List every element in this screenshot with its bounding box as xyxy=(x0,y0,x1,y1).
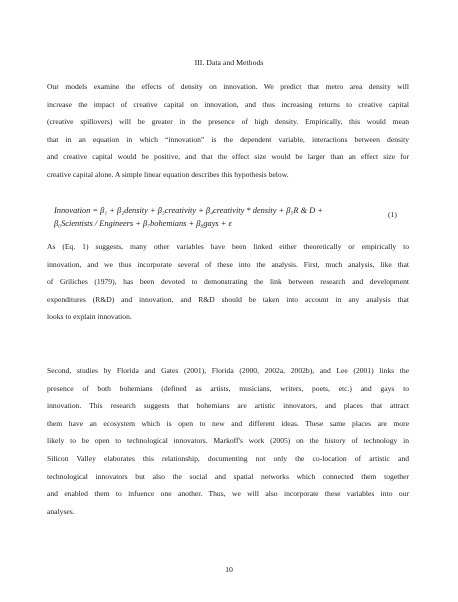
paragraph-line: Silicon Valley elaborates this relationship, documenting not only the co-location of artistic and xyxy=(47,453,409,463)
section-heading: III. Data and Methods xyxy=(194,58,264,67)
equation-line-1: Innovation = β₁ + β₂density + β₃creativity + β₄creativity * density + β₅R & D + xyxy=(54,206,323,215)
paragraph-line: Our models examine the effects of density on innovation. We predict that metro area density will xyxy=(47,82,409,91)
paragraph-line: Second, studies by Florida and Gates (2001), Florida (2000, 2002a, 2002b), and Lee (2001) links the xyxy=(47,366,409,375)
paragraph-line: and creative capital would be positive, and that the effect size would be larger than an effect size for xyxy=(47,152,409,162)
paragraph-other-variables xyxy=(47,238,409,326)
paragraph-line: technological innovators but also the social and spatial networks which connected them together xyxy=(47,471,409,481)
paragraph-data-and-methods-intro xyxy=(47,78,409,184)
paragraph-bohemians-and-gays xyxy=(47,362,409,520)
paragraph-line: creative capital alone. A simple linear equation describes this hypothesis below. xyxy=(47,169,289,179)
paragraph-line: likely to be open to technological innovators. Markoff's work (2005) on the history of technology in xyxy=(47,436,409,446)
equation-number: (1) xyxy=(388,210,397,219)
equation-block xyxy=(54,204,384,230)
paragraph-line: expenditures (R&D) and innovation, and R&D should be taken into account in any analysis that xyxy=(47,294,409,304)
paragraph-line: presence of both bohemians (defined as artists, musicians, writers, poets, etc.) and gays to xyxy=(47,383,409,393)
paragraph-line: increase the impact of creative capital on innovation, and thus increasing returns to creative capital xyxy=(47,99,409,109)
paragraph-line: innovation, and we thus incorporate several of these into the analysis. First, much analysis, like that xyxy=(47,259,409,269)
paragraph-line: them have an ecosystem which is open to new and different ideas. These same places are more xyxy=(47,418,409,428)
paragraph-line: looks to explain innovation. xyxy=(47,312,132,322)
paragraph-line: (creative spillovers) will be greater in the presence of high density. Empirically, this would mean xyxy=(47,117,409,127)
paragraph-line: and enabled them to infuence one another. Thus, we will also incorporate these variables into our xyxy=(47,489,409,499)
paragraph-line: innovation. This research suggests that bohemians are artistic innovators, and places that attract xyxy=(47,401,409,411)
paragraph-line: As (Eq. 1) suggests, many other variables have been linked either theoretically or empirically to xyxy=(47,242,409,251)
page-number: 10 xyxy=(225,565,233,574)
paragraph-line: of Griliches (1979), has been devoted to demonstrating the link between research and development xyxy=(47,277,409,287)
paragraph-line: analyses. xyxy=(47,506,75,516)
paragraph-line: that in an equation in which “innovation” is the dependent variable, interactions between density xyxy=(47,134,409,144)
equation-line-2: β₆Scientists / Engineers + β₇bohemians + β₈gays + ε xyxy=(54,219,232,228)
